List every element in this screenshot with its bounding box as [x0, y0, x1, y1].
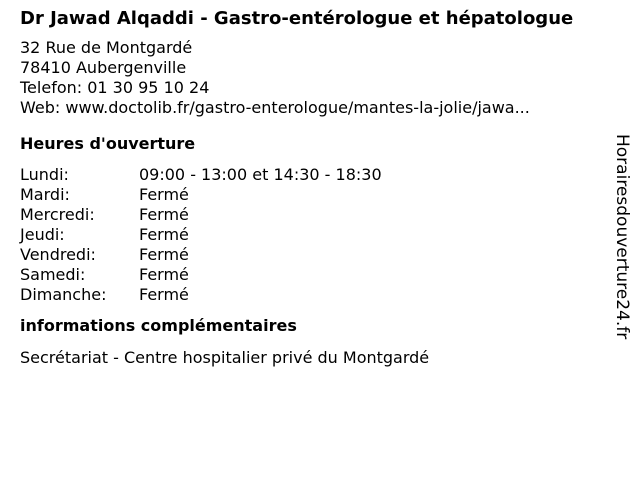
day-label: Mercredi:	[20, 205, 95, 224]
opening-hours-heading: Heures d'ouverture	[20, 134, 196, 153]
day-hours: Fermé	[139, 225, 189, 244]
day-hours: Fermé	[139, 245, 189, 264]
day-hours: Fermé	[139, 265, 189, 284]
address-street: 32 Rue de Montgardé	[20, 38, 193, 57]
day-hours: Fermé	[139, 205, 189, 224]
day-label: Samedi:	[20, 265, 86, 284]
day-label: Vendredi:	[20, 245, 96, 264]
page-title: Dr Jawad Alqaddi - Gastro-entérologue et hépatologue	[20, 8, 574, 29]
phone-number: Telefon: 01 30 95 10 24	[20, 78, 210, 97]
day-label: Dimanche:	[20, 285, 107, 304]
hours-row-tuesday	[20, 185, 610, 205]
day-hours: 09:00 - 13:00 et 14:30 - 18:30	[139, 165, 382, 184]
day-hours: Fermé	[139, 285, 189, 304]
business-card	[20, 0, 610, 368]
hours-row-monday	[20, 165, 610, 185]
hours-row-thursday	[20, 225, 610, 245]
day-label: Jeudi:	[20, 225, 65, 244]
opening-hours-list	[20, 165, 610, 305]
day-label: Mardi:	[20, 185, 70, 204]
additional-info-heading: informations complémentaires	[20, 316, 297, 335]
site-watermark: Horairesdouverture24.fr	[612, 134, 632, 340]
hours-row-friday	[20, 245, 610, 265]
day-label: Lundi:	[20, 165, 69, 184]
hours-row-sunday	[20, 285, 610, 305]
address-city: 78410 Aubergenville	[20, 58, 187, 77]
day-hours: Fermé	[139, 185, 189, 204]
contact-details	[20, 38, 610, 118]
website-link[interactable]: Web: www.doctolib.fr/gastro-enterologue/mantes-la-jolie/jawa...	[20, 98, 530, 117]
hours-row-saturday	[20, 265, 610, 285]
hours-row-wednesday	[20, 205, 610, 225]
additional-info-text: Secrétariat - Centre hospitalier privé du Montgardé	[20, 348, 430, 367]
